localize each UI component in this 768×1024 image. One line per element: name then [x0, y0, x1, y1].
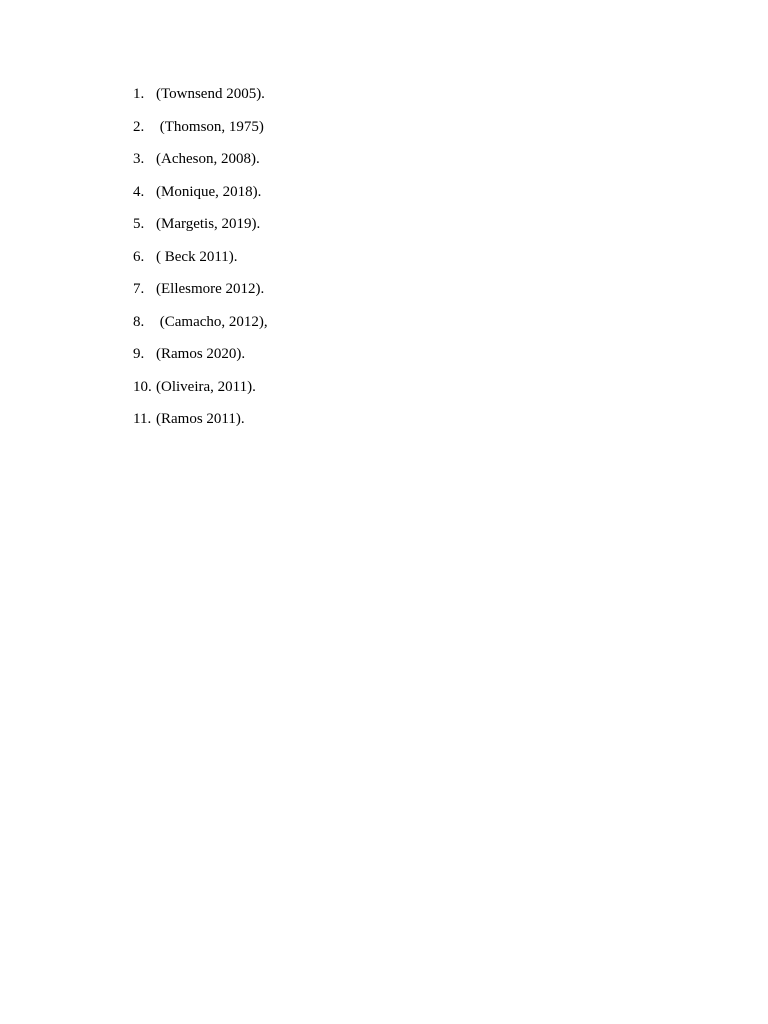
list-item-number: 10. — [133, 378, 152, 395]
list-item-number: 4. — [133, 183, 145, 200]
list-item — [133, 215, 268, 248]
list-item-number: 11. — [133, 411, 152, 427]
list-item-text: (Townsend 2005). — [156, 86, 265, 102]
list-item-number: 3. — [133, 151, 145, 167]
list-item-number: 5. — [133, 216, 145, 232]
list-item-text: (Ellesmore 2012). — [156, 281, 265, 297]
list-item — [133, 410, 268, 443]
list-item — [133, 150, 268, 183]
list-item — [133, 248, 268, 281]
list-item-number: 9. — [133, 346, 145, 362]
list-item-text: (Thomson, 1975) — [156, 118, 264, 135]
list-item — [133, 183, 268, 216]
list-item — [133, 378, 268, 411]
list-item-text: (Oliveira, 2011). — [156, 378, 256, 395]
list-item-number: 1. — [133, 86, 145, 102]
list-item-text: (Ramos 2020). — [156, 346, 246, 362]
list-item-number: 8. — [133, 313, 145, 330]
list-item-text: (Acheson, 2008). — [156, 151, 260, 167]
reference-list — [133, 85, 268, 443]
list-item-text: (Ramos 2011). — [156, 411, 245, 427]
list-item-number: 2. — [133, 118, 145, 135]
list-item-number: 6. — [133, 248, 145, 265]
list-item-text: ( Beck 2011). — [156, 248, 238, 265]
list-item-text: (Margetis, 2019). — [156, 216, 261, 232]
list-item — [133, 118, 268, 151]
list-item — [133, 313, 268, 346]
list-item — [133, 345, 268, 378]
list-item-number: 7. — [133, 281, 145, 297]
list-item — [133, 85, 268, 118]
list-item — [133, 280, 268, 313]
list-item-text: (Camacho, 2012), — [156, 313, 268, 330]
list-item-text: (Monique, 2018). — [156, 183, 262, 200]
